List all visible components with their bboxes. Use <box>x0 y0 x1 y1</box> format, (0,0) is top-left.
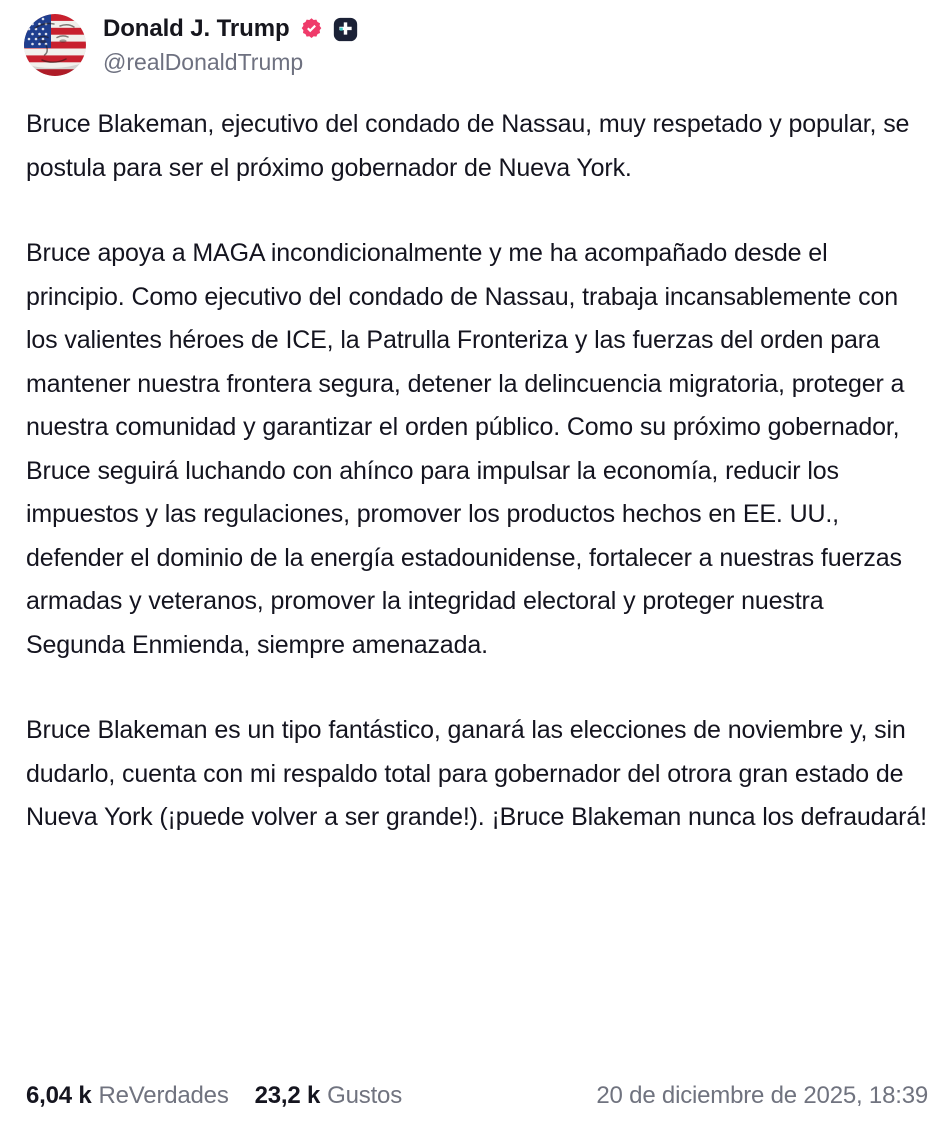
reverdades-count: 6,04 k <box>26 1082 92 1109</box>
post-stats <box>26 1082 402 1110</box>
post-paragraph: Bruce apoya a MAGA incondicionalmente y me ha acompañado desde el principio. Como ejecutivo del condado de Nassau, trabaja incansablemente con los valientes héroes de ICE, la Patrulla Fronteriza y las fuerzas del orden para mantener nuestra frontera segura, detener la delincuencia migratoria, proteger a nuestra comunidad y garantizar el orden público. Como su próximo gobernador, Bruce seguirá luchando con ahínco para impulsar la economía, reducir los impuestos y las regulaciones, promover los productos hechos en EE. UU., defender el dominio de la energía estadounidense, fortalecer a nuestras fuerzas armadas y veteranos, promover la integridad electoral y proteger nuestra Segunda Enmienda, siempre amenazada. <box>26 239 905 659</box>
subscriber-badge[interactable] <box>333 17 358 42</box>
name-row <box>103 14 358 44</box>
post-footer <box>0 1082 950 1110</box>
post-header <box>0 0 950 92</box>
post-timestamp: 20 de diciembre de 2025, 18:39 <box>596 1082 928 1109</box>
account-identity <box>103 10 358 77</box>
post-paragraph: Bruce Blakeman, ejecutivo del condado de Nassau, muy respetado y popular, se postula para ser el próximo gobernador de Nueva York. <box>26 110 910 182</box>
reverdades-label: ReVerdades <box>98 1082 229 1109</box>
account-handle[interactable]: @realDonaldTrump <box>103 49 304 75</box>
gustos-count: 23,2 k <box>254 1082 321 1109</box>
verified-badge[interactable] <box>299 17 324 42</box>
gustos-stat[interactable] <box>255 1082 402 1110</box>
post-body <box>0 103 950 840</box>
display-name: Donald J. Trump <box>103 15 290 42</box>
verified-badge-icon <box>299 17 324 42</box>
subscriber-plus-badge-icon <box>333 17 358 42</box>
post-paragraph: Bruce Blakeman es un tipo fantástico, ganará las elecciones de noviembre y, sin dudarlo, cuenta con mi respaldo total para gobernador del otrora gran estado de Nueva York (¡puede volver a ser grande!). ¡Bruce Blakeman nunca los defraudará! <box>26 716 927 831</box>
reverdades-stat[interactable] <box>26 1082 229 1110</box>
gustos-label: Gustos <box>327 1082 403 1109</box>
american-flag-face-avatar-icon <box>24 14 86 76</box>
avatar[interactable] <box>24 14 86 76</box>
